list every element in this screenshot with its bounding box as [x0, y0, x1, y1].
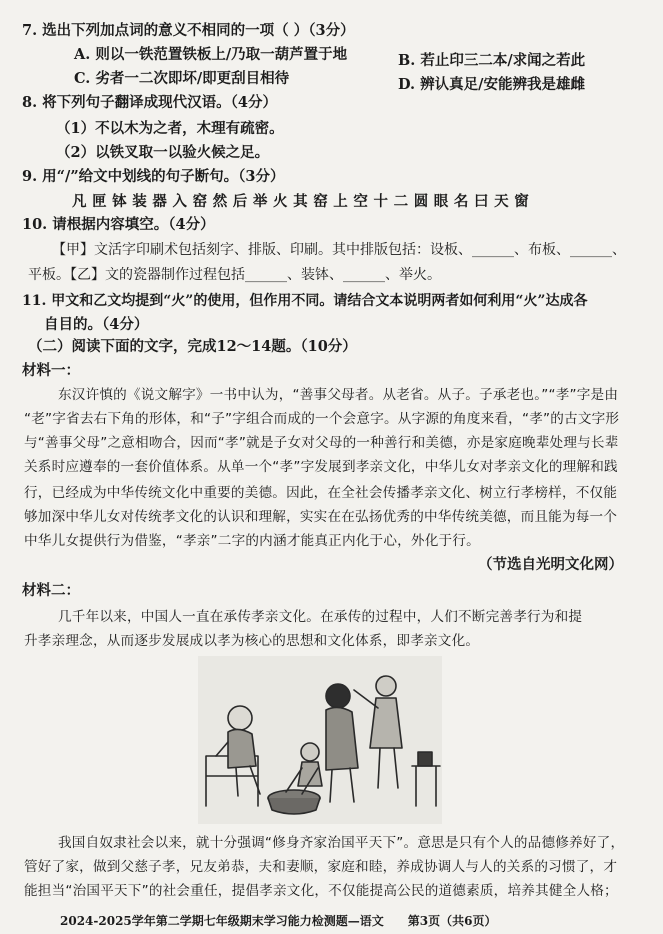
- material2-line-1: 几千年以来，中国人一直在承传孝亲文化。在承传的过程中，人们不断完善孝行为和提: [58, 609, 583, 625]
- section2-heading: （二）阅读下面的文字，完成12～14题。（10分）: [28, 338, 357, 355]
- material2-line-2: 升孝亲理念，从而逐步发展成以孝为核心的思想和文化体系，即孝亲文化。: [24, 633, 480, 649]
- q8-item-2: （2）以铁叉取一以验火候之足。: [56, 144, 270, 161]
- material1-line-2: “老”字省去右下角的形体，和“子”字组合而成的一个会意字。从字源的角度来看，“孝”的古文字形: [24, 411, 620, 427]
- q8-stem: 8. 将下列句子翻译成现代汉语。（4分）: [22, 94, 278, 111]
- material1-label: 材料一：: [22, 362, 80, 379]
- q7-option-c: C. 劣者一二次即坏/即更刮目相待: [74, 70, 290, 87]
- material1-source: （节选自光明文化网）: [478, 556, 623, 573]
- illustration-drawing: [198, 656, 442, 824]
- q10-line-2: 平板。【乙】文的瓷器制作过程包括______、装钵、______、举火。: [28, 267, 441, 283]
- bleed-through-text: [450, 4, 462, 21]
- material2-label: 材料二：: [22, 582, 80, 599]
- q9-sentence: 凡匣钵装器入窑然后举火其窑上空十二圆眼名曰天窗: [72, 193, 535, 210]
- material1-line-7: 中华儿女提供行为借鉴，“孝亲”二字的内涵才能真正内化于心，外化于行。: [24, 533, 480, 549]
- material1-line-6: 够加深中华儿女对传统孝文化的认识和理解，实实在在弘扬优秀的中华传统美德，而且能为每一个: [24, 509, 618, 525]
- q8-item-1: （1）不以木为之者，木理有疏密。: [56, 120, 284, 137]
- q11-line-2: 自目的。（4分）: [44, 316, 149, 333]
- material1-line-5: 行，已经成为中华传统文化中重要的美德。因此，在全社会传播孝亲文化、树立行孝榜样，不仅能: [24, 485, 618, 501]
- q10-line-1: 【甲】文活字印刷术包括刻字、排版、印刷。其中排版包括：设板、______、布板、______、: [52, 242, 626, 258]
- filial-piety-illustration: [198, 656, 442, 824]
- q9-stem: 9. 用“/”给文中划线的句子断句。（3分）: [22, 168, 285, 185]
- material1-line-3: 与“善事父母”之意相吻合，因而“孝”就是子女对父母的一种善行和美德，亦是家庭晚辈处理与长辈: [24, 435, 619, 451]
- q10-stem: 10. 请根据内容填空。（4分）: [22, 216, 215, 233]
- q7-option-b: B. 若止印三二本/求闻之若此: [398, 52, 586, 69]
- q7-option-d: D. 辨认真足/安能辨我是雄雌: [398, 76, 585, 93]
- material1-line-1: 东汉许慎的《说文解字》一书中认为，“善事父母者。从老省。从子。子承老也。”“孝”字是由: [58, 387, 619, 403]
- material1-line-4: 关系时应遵奉的一套价值体系。从单一个“孝”字发展到孝亲文化，中华儿女对孝亲文化的理解和践: [24, 459, 618, 475]
- q11-line-1: 11. 甲文和乙文均提到“火”的使用，但作用不同。请结合文本说明两者如何利用“火”达成各: [22, 293, 588, 309]
- material2-after-line-3: 能担当“治国平天下”的社会重任，提倡孝亲文化，不仅能提高公民的道德素质，培养其健全人格；: [24, 883, 618, 899]
- page-footer: 2024-2025学年第二学期七年级期末学习能力检测题—语文 第3页（共6页）: [60, 914, 497, 928]
- material2-after-line-2: 管好了家，做到父慈子孝，兄友弟恭，夫和妻顺，家庭和睦，养成协调人与人的关系的习惯了，才: [24, 859, 618, 875]
- q7-stem: 7. 选出下列加点词的意义不相同的一项（ ）（3分）: [22, 22, 355, 39]
- q7-option-a: A. 则以一铁范置铁板上/乃取一葫芦置于地: [74, 46, 348, 63]
- material2-after-line-1: 我国自奴隶社会以来，就十分强调“修身齐家治国平天下”。意思是只有个人的品德修养好了，: [58, 835, 625, 851]
